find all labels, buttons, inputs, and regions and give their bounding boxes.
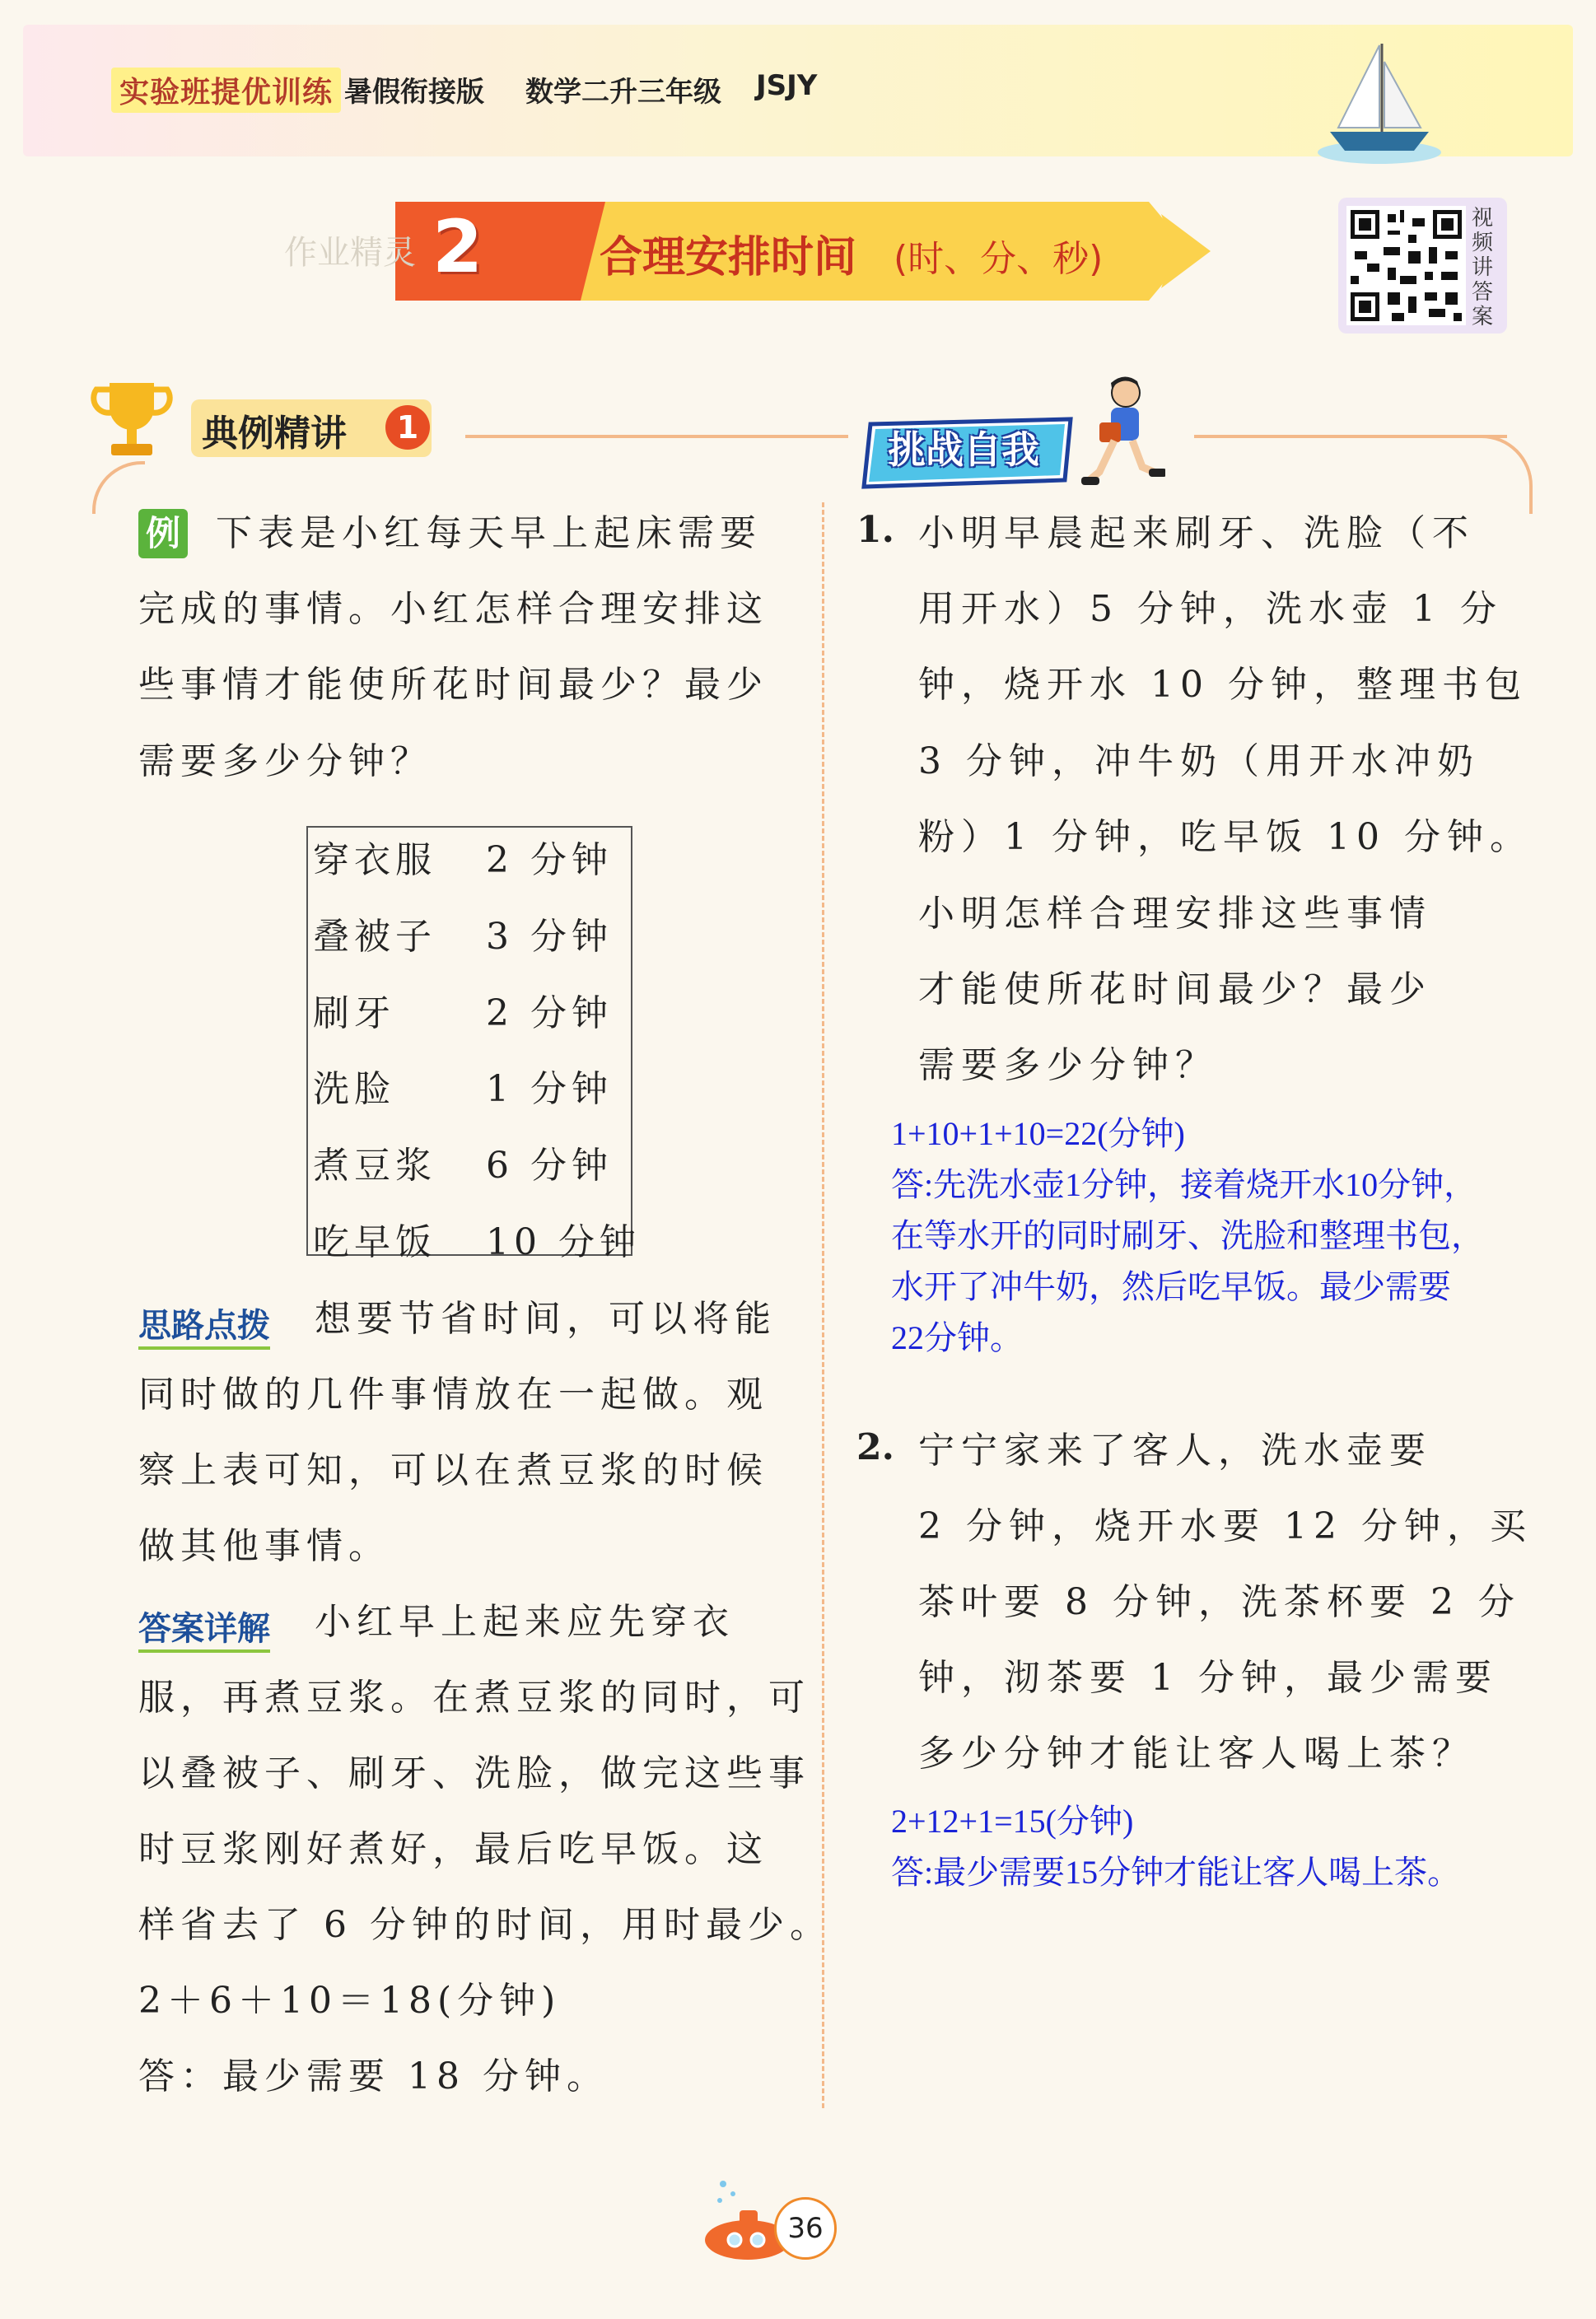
question-line: 小明早晨起来刷牙、洗脸（不 — [918, 512, 1475, 554]
question-line: 2 分钟，烧开水要 12 分钟，买 — [918, 1505, 1533, 1547]
solution-line: 样省去了 6 分钟的时间，用时最少。 — [138, 1904, 832, 1946]
hint-line: 察上表可知，可以在煮豆浆的时候 — [138, 1449, 768, 1491]
hint-line: 同时做的几件事情放在一起做。观 — [138, 1374, 768, 1416]
example-badge: 例 — [138, 509, 188, 558]
publisher-label: JSJY — [756, 69, 818, 102]
answer-line: 22分钟。 — [891, 1319, 1023, 1356]
problem-line: 些事情才能使所花时间最少？最少 — [138, 664, 768, 706]
answer-line: 答:最少需要15分钟才能让客人喝上茶。 — [891, 1854, 1461, 1891]
question-line: 钟，烧开水 10 分钟，整理书包 — [918, 664, 1528, 706]
example-section-number: 1 — [385, 405, 430, 450]
answer-line: 水开了冲牛奶，然后吃早饭。最少需要 — [891, 1268, 1451, 1305]
table-duration: 6 分钟 — [486, 1145, 613, 1187]
sailboat-icon — [1314, 37, 1445, 169]
solution-line: 服，再煮豆浆。在煮豆浆的同时，可 — [138, 1677, 810, 1719]
question-number: 2. — [856, 1426, 894, 1468]
table-duration: 3 分钟 — [486, 916, 613, 958]
table-duration: 2 分钟 — [486, 992, 613, 1034]
answer-line: 1+10+1+10=22(分钟) — [891, 1115, 1185, 1152]
question-line: 3 分钟，冲牛奶（用开水冲奶 — [918, 740, 1480, 782]
question-line: 才能使所花时间最少？最少 — [918, 968, 1432, 1010]
answer-line: 在等水开的同时刷牙、洗脸和整理书包， — [891, 1217, 1484, 1254]
qr-code-icon[interactable] — [1346, 206, 1466, 325]
question-line: 钟，沏茶要 1 分钟，最少需要 — [918, 1657, 1498, 1699]
section-curve — [92, 461, 145, 514]
chapter-number: 2 — [432, 204, 483, 289]
section-rule — [1194, 435, 1507, 438]
question-line: 茶叶要 8 分钟，洗茶杯要 2 分 — [918, 1581, 1521, 1623]
edition-label: 暑假衔接版 — [344, 76, 484, 109]
solution-line: 时豆浆刚好煮好，最后吃早饭。这 — [138, 1828, 768, 1870]
question-number: 1. — [856, 509, 894, 551]
table-task: 刷牙 — [313, 992, 395, 1034]
answer-line: 2+12+1=15(分钟) — [891, 1803, 1134, 1840]
problem-line: 完成的事情。小红怎样合理安排这 — [138, 588, 768, 630]
table-task: 煮豆浆 — [313, 1145, 436, 1187]
solution-line: 小红早上起来应先穿衣 — [315, 1601, 735, 1643]
table-task: 穿衣服 — [313, 839, 436, 881]
example-section-label: 典例精讲 — [202, 413, 347, 455]
question-line: 宁宁家来了客人，洗水壶要 — [918, 1430, 1432, 1472]
chapter-subtitle: (时、分、秒) — [894, 238, 1104, 280]
column-divider — [822, 502, 824, 2108]
qr-caption: 视频讲答案 — [1472, 206, 1494, 329]
section-rule — [465, 435, 848, 438]
question-line: 粉）1 分钟，吃早饭 10 分钟。 — [918, 816, 1533, 858]
trophy-icon — [86, 375, 177, 465]
table-task: 洗脸 — [313, 1068, 395, 1110]
table-duration: 10 分钟 — [486, 1221, 641, 1263]
answer-line: 答:先洗水壶1分钟，接着烧开水10分钟， — [891, 1166, 1477, 1203]
hint-label: 思路点拨 — [138, 1299, 270, 1350]
challenge-section-label: 挑战自我 — [888, 427, 1039, 472]
question-line: 用开水）5 分钟，洗水壶 1 分 — [918, 588, 1503, 630]
svg-text:作业精灵: 作业精灵 — [284, 234, 416, 272]
question-line: 小明怎样合理安排这些事情 — [918, 893, 1432, 935]
chapter-title: 合理安排时间 — [600, 233, 857, 282]
problem-line: 下表是小红每天早上起床需要 — [216, 512, 762, 554]
solution-line: 以叠被子、刷牙、洗脸，做完这些事 — [138, 1752, 810, 1794]
hint-line: 想要节省时间，可以将能 — [315, 1298, 777, 1340]
solution-equation: 2＋6＋10＝18(分钟) — [138, 1980, 562, 2022]
question-line: 需要多少分钟？ — [918, 1044, 1218, 1086]
table-duration: 1 分钟 — [486, 1068, 613, 1110]
runner-boy-icon — [1075, 375, 1165, 498]
solution-label: 答案详解 — [138, 1603, 270, 1653]
subject-label: 数学二升三年级 — [525, 76, 721, 109]
table-duration: 2 分钟 — [486, 839, 613, 881]
table-task: 叠被子 — [313, 916, 436, 958]
question-line: 多少分钟才能让客人喝上茶？ — [918, 1733, 1475, 1775]
series-name: 实验班提优训练 — [111, 68, 341, 113]
solution-answer: 答：最少需要 18 分钟。 — [138, 2055, 609, 2097]
table-task: 吃早饭 — [313, 1221, 436, 1263]
hint-line: 做其他事情。 — [138, 1525, 390, 1567]
page-number: 36 — [774, 2197, 837, 2260]
section-curve — [1478, 435, 1533, 514]
schedule-table — [306, 826, 632, 1256]
problem-line: 需要多少分钟？ — [138, 740, 432, 782]
